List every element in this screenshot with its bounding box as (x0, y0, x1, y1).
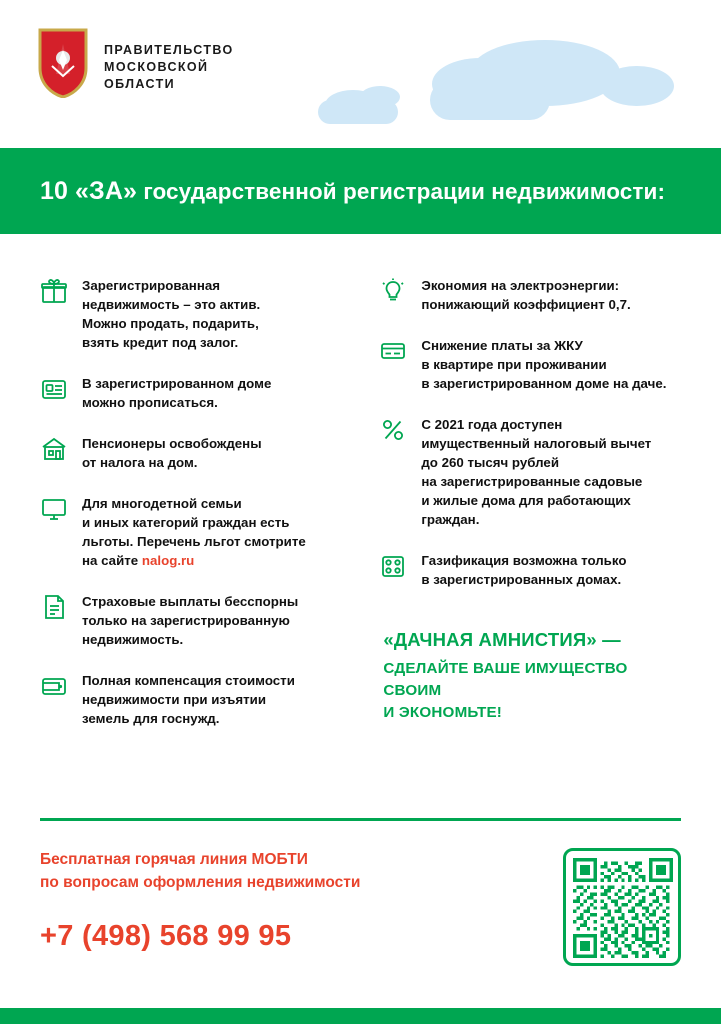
amnesty-line-2: СДЕЛАЙТЕ ВАШЕ ИМУЩЕСТВО СВОИМ (383, 660, 628, 699)
id-card-icon (40, 375, 68, 403)
page-title-rest: государственной регистрации недвижимости: (136, 178, 666, 204)
text-line: льготы. Перечень льгот смотрите (82, 534, 306, 549)
benefits-column-right (371, 276, 681, 750)
payment-card-icon (379, 337, 407, 365)
cloud-shape (360, 86, 400, 108)
footer (40, 848, 681, 966)
list-item (40, 494, 349, 570)
text-line: понижающий коэффициент 0,7. (421, 297, 631, 312)
gov-title-line-2: МОСКОВСКОЙ (104, 60, 209, 74)
text-line: на сайте (82, 553, 142, 568)
hotline-line-2: по вопросам оформления недвижимости (40, 874, 361, 891)
list-item (40, 592, 349, 649)
amnesty-block (379, 629, 681, 724)
title-band (0, 148, 721, 234)
list-item-text (82, 671, 295, 728)
text-line: земель для госнужд. (82, 711, 220, 726)
page-title (40, 177, 665, 206)
gov-title-line-1: ПРАВИТЕЛЬСТВО (104, 43, 234, 57)
list-item (40, 374, 349, 412)
amnesty-line-1: «ДАЧНАЯ АМНИСТИЯ» — (383, 629, 621, 650)
bottom-strip (0, 1008, 721, 1024)
text-line: Экономия на электроэнергии: (421, 278, 620, 293)
text-line: от налога на дом. (82, 455, 198, 470)
wallet-icon (40, 672, 68, 700)
list-item-text (421, 276, 630, 314)
text-line: Можно продать, подарить, (82, 316, 259, 331)
gift-icon (40, 277, 68, 305)
list-item-text (421, 336, 666, 393)
hotline-block (40, 848, 360, 953)
gov-title-line-3: ОБЛАСТИ (104, 77, 176, 91)
text-line: до 260 тысяч рублей (421, 455, 559, 470)
monitor-icon (40, 495, 68, 523)
text-line: Полная компенсация стоимости (82, 673, 295, 688)
gov-title (104, 28, 234, 93)
list-item-text (421, 415, 651, 529)
house-icon (40, 435, 68, 463)
cloud-shape (600, 66, 674, 106)
text-line: в квартире при проживании (421, 357, 607, 372)
text-line: и иных категорий граждан есть (82, 515, 290, 530)
list-item (379, 415, 681, 529)
list-item (40, 276, 349, 352)
text-line: в зарегистрированном доме на даче. (421, 376, 667, 391)
text-line: Снижение платы за ЖКУ (421, 338, 583, 353)
text-line: В зарегистрированном доме (82, 376, 272, 391)
page-title-number: 10 «ЗА» (40, 176, 137, 205)
text-line: можно прописаться. (82, 395, 218, 410)
list-item (40, 671, 349, 728)
text-line: С 2021 года доступен (421, 417, 563, 432)
text-line: граждан. (421, 512, 480, 527)
hotline-line-1: Бесплатная горячая линия МОБТИ (40, 851, 308, 868)
text-line: Зарегистрированная (82, 278, 221, 293)
text-line: Страховые выплаты бесспорны (82, 594, 299, 609)
list-item-text (82, 494, 306, 570)
gas-burner-icon (379, 552, 407, 580)
text-line: недвижимость – это актив. (82, 297, 261, 312)
list-item-text (82, 276, 260, 352)
logo-block (36, 28, 234, 98)
text-line: только на зарегистрированную (82, 613, 290, 628)
content (0, 234, 721, 750)
list-item-text (82, 374, 271, 412)
lightbulb-icon (379, 277, 407, 305)
list-item (379, 336, 681, 393)
hotline-phone[interactable]: +7 (498) 568 99 95 (40, 920, 292, 952)
qr-code[interactable] (563, 848, 681, 966)
percent-icon (379, 416, 407, 444)
text-line: на зарегистрированные садовые (421, 474, 643, 489)
text-line: в зарегистрированных домах. (421, 572, 622, 587)
list-item-text (82, 434, 262, 472)
header (0, 0, 721, 148)
amnesty-line-3: И ЭКОНОМЬТЕ! (383, 704, 503, 721)
text-line: Газификация возможна только (421, 553, 627, 568)
list-item (40, 434, 349, 472)
document-icon (40, 593, 68, 621)
list-item (379, 551, 681, 589)
cloud-shape (430, 80, 550, 120)
coat-of-arms-icon (36, 28, 90, 98)
text-line: и жилые дома для работающих (421, 493, 631, 508)
divider (40, 818, 681, 821)
text-line: Для многодетной семьи (82, 496, 242, 511)
text-line: взять кредит под залог. (82, 335, 239, 350)
text-line: имущественный налоговый вычет (421, 436, 652, 451)
list-item-text (421, 551, 626, 589)
text-line: Пенсионеры освобождены (82, 436, 262, 451)
text-line: недвижимость. (82, 632, 184, 647)
list-item (379, 276, 681, 314)
list-item-text (82, 592, 298, 649)
nalog-link[interactable]: nalog.ru (141, 553, 195, 568)
text-line: недвижимости при изъятии (82, 692, 266, 707)
benefits-column-left (40, 276, 349, 750)
